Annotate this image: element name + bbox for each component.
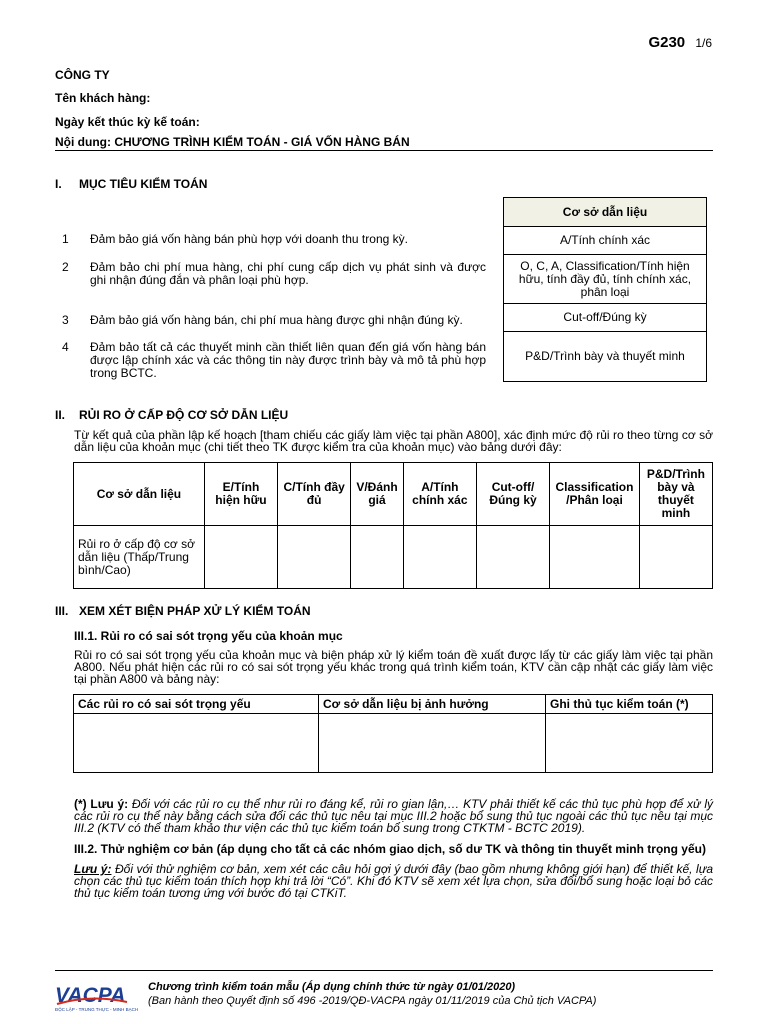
risk-col-header: Cơ sở dẫn liệu — [74, 463, 205, 526]
section-2-title: RỦI RO Ở CẤP ĐỘ CƠ SỞ DẪN LIỆU — [79, 408, 289, 422]
risk-col-header: Classification /Phân loại — [550, 463, 640, 526]
risk-input-cell[interactable] — [550, 526, 640, 589]
form-code: G230 — [648, 34, 686, 51]
objective-text: Đảm bảo giá vốn hàng bán phù hợp với doanh thu trong kỳ. — [90, 232, 408, 246]
page-number: 1/6 — [695, 36, 712, 50]
misstatement-input-cell[interactable] — [74, 714, 319, 773]
subsection-3-1-text: Rủi ro có sai sót trọng yếu của khoản mục và biện pháp xử lý kiểm toán đề xuất được lấy từ các giấy làm việc tại phần A800. Nếu phát hiện các rủi ro có sai sót trọng yếu khác trong quá trình kiểm toán, KTV cần cập nhật các giấy làm việc tại phần A800 và bảng này: — [74, 648, 713, 686]
misstatement-col-header: Ghi thủ tục kiểm toán (*) — [546, 695, 713, 714]
assertion-cell: P&D/Trình bày và thuyết minh — [504, 332, 707, 382]
objective-item: 1 Đảm bảo giá vốn hàng bán phù hợp với doanh thu trong kỳ. — [62, 233, 486, 246]
risk-col-header: P&D/Trình bày và thuyết minh — [639, 463, 712, 526]
assertion-risk-table — [73, 462, 713, 589]
footer-divider — [55, 970, 713, 971]
section-1-heading: I. MỤC TIÊU KIỂM TOÁN — [55, 177, 208, 191]
client-label: Tên khách hàng: — [55, 91, 151, 105]
section-3-title: XEM XÉT BIỆN PHÁP XỬ LÝ KIỂM TOÁN — [79, 604, 311, 618]
subsection-3-1-title: III.1. Rủi ro có sai sót trọng yếu của khoản mục — [74, 629, 343, 643]
risk-input-cell[interactable] — [639, 526, 712, 589]
document-code — [648, 34, 712, 51]
assertion-table — [503, 197, 707, 382]
assertion-header: Cơ sở dẫn liệu — [504, 198, 707, 227]
note-text: Đối với thử nghiệm cơ bản, xem xét các câu hỏi gợi ý dưới đây (bao gồm nhưng không giới hạn) để thiết kế, lựa chọn các thủ tục kiểm toán thích hợp khi trả lời “Có”. Khi đó KTV sẽ xem xét lựa chọn, sửa đổi/bổ sung hoặc loại bỏ các thủ tục kiểm toán tương ứng với bước đó tại CTKiT. — [74, 862, 713, 900]
misstatement-col-header: Các rủi ro có sai sót trọng yếu — [74, 695, 319, 714]
objective-item: 3 Đảm bảo giá vốn hàng bán, chi phí mua hàng được ghi nhận đúng kỳ. — [62, 314, 486, 327]
svg-text:ĐỘC LẬP - TRUNG THỰC - MINH BẠ: ĐỘC LẬP - TRUNG THỰC - MINH BẠCH — [55, 1007, 139, 1012]
risk-row-label: Rủi ro ở cấp độ cơ sở dẫn liệu (Thấp/Trung bình/Cao) — [74, 526, 205, 589]
subsection-3-2-title: III.2. Thử nghiệm cơ bản (áp dụng cho tất cả các nhóm giao dịch, số dư TK và thông tin thuyết minh trọng yếu) — [74, 842, 706, 856]
risk-col-header: A/Tính chính xác — [403, 463, 476, 526]
risk-input-cell[interactable] — [476, 526, 549, 589]
misstatement-col-header: Cơ sở dẫn liệu bị ảnh hưởng — [319, 695, 546, 714]
company-label: CÔNG TY — [55, 68, 110, 82]
section-2-heading: II. RỦI RO Ở CẤP ĐỘ CƠ SỞ DẪN LIỆU — [55, 408, 289, 422]
section-3-heading: III. XEM XÉT BIỆN PHÁP XỬ LÝ KIỂM TOÁN — [55, 604, 311, 618]
note-text: Đối với các rủi ro cụ thể như rủi ro đáng kể, rủi ro gian lận,… KTV phải thiết kế các thủ tục phù hợp để xử lý các rủi ro cụ thể này bằng cách sửa đổi các thủ tục nêu tại mục III.2 hoặc bổ sung thủ tục ngoài các thủ tục nêu tại mục III.2 (KTV có thể tham khảo thư viện các thủ tục kiểm toán bổ sung trong CTKTM - BCTC 2019). — [74, 797, 713, 835]
misstatement-risk-table — [73, 694, 713, 773]
procedure-note — [74, 798, 713, 834]
risk-col-header: C/Tính đầy đủ — [278, 463, 351, 526]
svg-text:VACPA: VACPA — [55, 984, 126, 1007]
substantive-test-note — [74, 863, 713, 899]
header-divider — [55, 150, 713, 151]
assertion-cell: Cut-off/Đúng kỳ — [504, 304, 707, 332]
risk-col-header: E/Tính hiện hữu — [204, 463, 277, 526]
risk-col-header: V/Đánh giá — [351, 463, 404, 526]
objective-text: Đảm bảo tất cả các thuyết minh cần thiết liên quan đến giá vốn hàng bán được lập chính xác và các thông tin này được trình bày và mô tả phù hợp trong BCTC. — [90, 340, 486, 380]
risk-input-cell[interactable] — [278, 526, 351, 589]
section-2-intro: Từ kết quả của phần lập kế hoạch [tham chiếu các giấy làm việc tại phần A800], xác định mức độ rủi ro theo từng cơ sở dẫn liệu của khoản mục (chi tiết theo TK được kiểm tra của khoản mục) vào bảng dưới đây: — [74, 428, 713, 454]
vacpa-logo — [55, 980, 139, 1012]
objective-item: 4 Đảm bảo tất cả các thuyết minh cần thiết liên quan đến giá vốn hàng bán được lập chính xác và các thông tin này được trình bày và mô tả phù hợp trong BCTC. — [62, 340, 486, 380]
objective-text: Đảm bảo giá vốn hàng bán, chi phí mua hàng được ghi nhận đúng kỳ. — [90, 313, 463, 327]
footer-title: Chương trình kiểm toán mẫu (Áp dụng chính thức từ ngày 01/01/2020) — [148, 981, 516, 993]
content-label: Nội dung: CHƯƠNG TRÌNH KIỂM TOÁN - GIÁ VỐN HÀNG BÁN — [55, 135, 410, 149]
section-1-title: MỤC TIÊU KIỂM TOÁN — [79, 177, 208, 191]
note-label: (*) Lưu ý: — [74, 797, 129, 811]
risk-col-header: Cut-off/ Đúng kỳ — [476, 463, 549, 526]
assertion-cell: A/Tính chính xác — [504, 227, 707, 255]
risk-input-cell[interactable] — [403, 526, 476, 589]
risk-input-cell[interactable] — [351, 526, 404, 589]
objective-text: Đảm bảo chi phí mua hàng, chi phí cung cấp dịch vụ phát sinh và được ghi nhận đúng đắn và phân loại phù hợp. — [90, 260, 486, 287]
period-end-label: Ngày kết thúc kỳ kế toán: — [55, 115, 200, 129]
misstatement-input-cell[interactable] — [546, 714, 713, 773]
assertion-cell: O, C, A, Classification/Tính hiện hữu, tính đầy đủ, tính chính xác, phân loại — [504, 255, 707, 304]
risk-input-cell[interactable] — [204, 526, 277, 589]
note-label: Lưu ý: — [74, 862, 112, 876]
objective-item: 2 Đảm bảo chi phí mua hàng, chi phí cung cấp dịch vụ phát sinh và được ghi nhận đúng đắn và phân loại phù hợp. — [62, 260, 486, 287]
footer-subtitle: (Ban hành theo Quyết định số 496 -2019/QĐ-VACPA ngày 01/11/2019 của Chủ tịch VACPA) — [148, 995, 597, 1007]
misstatement-input-cell[interactable] — [319, 714, 546, 773]
